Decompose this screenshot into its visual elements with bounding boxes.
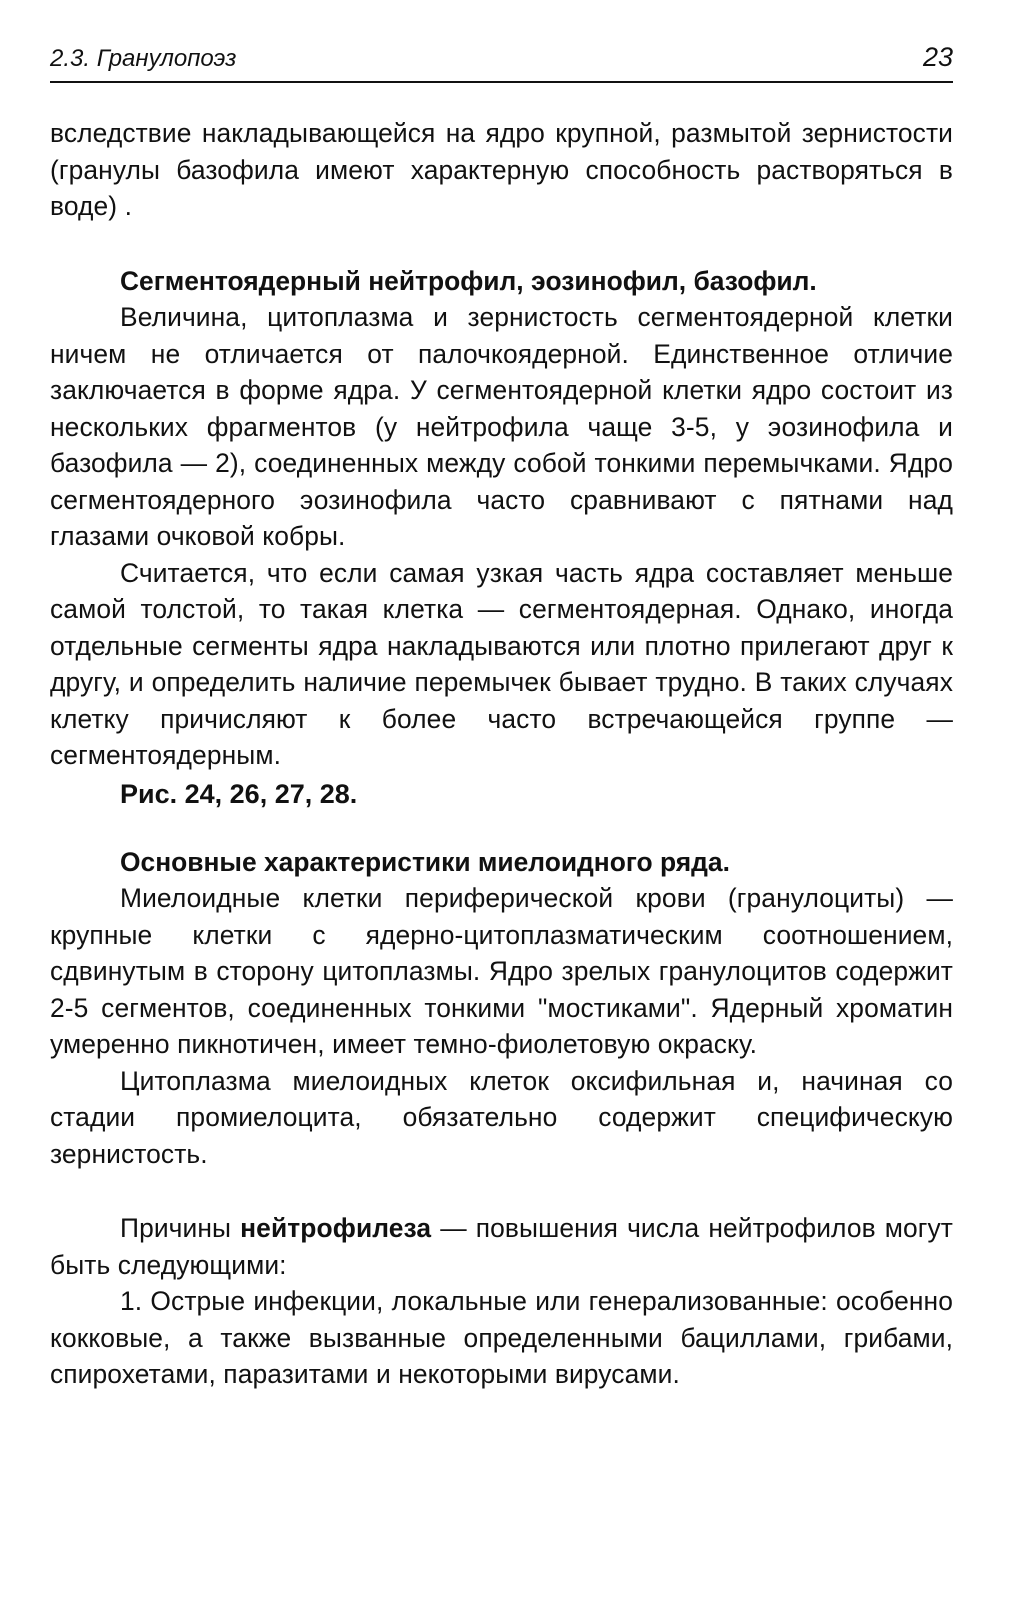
causes-suffix: — повышения числа нейтрофилов могут быть следующими: (50, 1213, 953, 1280)
running-title: 2.3. Гранулопоэз (50, 45, 237, 72)
paragraph-intro: вследствие накладывающейся на ядро крупной, размытой зернистости (гранулы базофила имеют характерную способность растворяться в воде) . (50, 118, 953, 221)
paragraph-segmented-1: Величина, цитоплазма и зернистость сегментоядерной клетки ничем не отличается от палочкоядерной. Единственное отличие заключается в форме ядра. У сегментоядерной клетки ядро состоит из нескольких фрагментов (у нейтрофила чаще 3-5, у эозинофила и базофила — 2), соединенных между собой тонкими перемычками. Ядро сегментоядерного эозинофила часто сравнивают с пятнами над глазами очковой кобры. (50, 302, 953, 551)
section-heading-segmented: Сегментоядерный нейтрофил, эозинофил, базофил. (120, 265, 817, 296)
paragraph-segmented-2: Считается, что если самая узкая часть ядра составляет меньше самой толстой, то такая клетка — сегментоядерная. Однако, иногда отдельные сегменты ядра накладываются или плотно прилегают друг к другу, и определить наличие перемычек бывает трудно. В таких случаях клетку причисляют к более часто встречающейся группе — сегментоядерным. (50, 557, 953, 770)
term-neutrophilia: нейтрофилеза (240, 1213, 432, 1243)
paragraph-myeloid-2: Цитоплазма миелоидных клеток оксифильная и, начиная со стадии промиелоцита, обязательно содержит специфическую зернистость. (50, 1065, 953, 1169)
list-item-cause-1: 1. Острые инфекции, локальные или генерализованные: особенно кокковые, а также вызванные определенными бациллами, грибами, спирохетами, паразитами и некоторыми вирусами. (50, 1286, 953, 1389)
page-body (50, 83, 953, 1393)
page-number: 23 (922, 42, 953, 72)
figure-reference: Рис. 24, 26, 27, 28. (120, 778, 358, 809)
causes-prefix: Причины (120, 1213, 241, 1243)
paragraph-myeloid-1: Миелоидные клетки периферической крови (гранулоциты) — крупные клетки с ядерно-цитоплазматическим соотношением, сдвинутым в сторону цитоплазмы. Ядро зрелых гранулоцитов содержит 2-5 сегментов, соединенных тонкими "мостиками". Ядерный хроматин умеренно пикнотичен, имеет темно-фиолетовую окраску. (50, 883, 953, 1059)
page-header (50, 42, 953, 83)
section-heading-myeloid: Основные характеристики миелоидного ряда. (120, 846, 730, 877)
paragraph-neutrophilia-causes (50, 1210, 953, 1283)
